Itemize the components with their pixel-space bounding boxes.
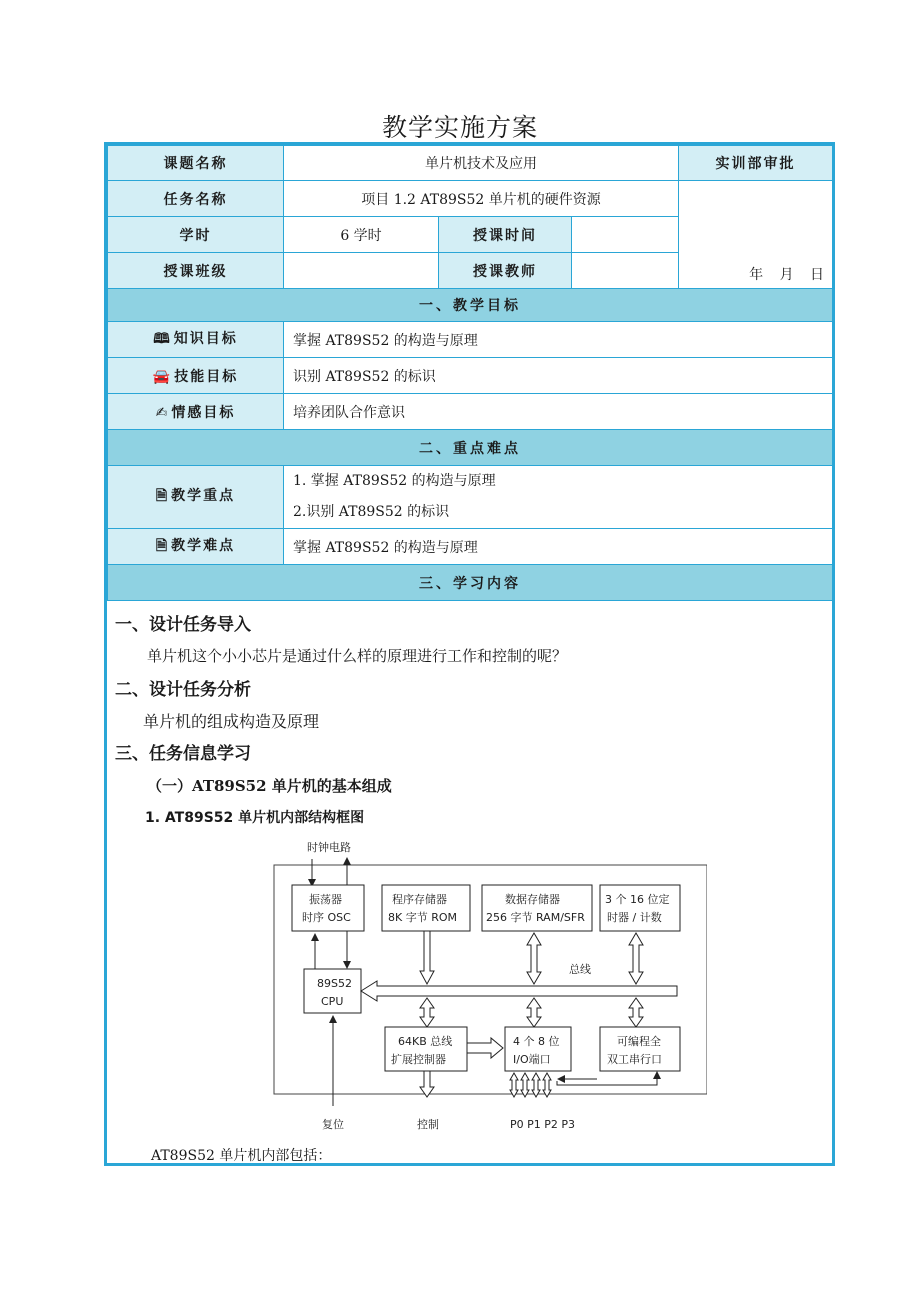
- class-value: [284, 253, 439, 289]
- difficulty-value: 掌握 AT89S52 的构造与原理: [284, 529, 833, 565]
- uart-label-1: 可编程全: [617, 1035, 661, 1048]
- ext-label-1: 64KB 总线: [398, 1035, 453, 1048]
- subheading-diagram: 1. AT89S52 单片机内部结构框图: [145, 810, 365, 826]
- clock-label: 时钟电路: [307, 841, 351, 854]
- cpu-label-1: 89S52: [317, 977, 352, 990]
- goal-skill-value: 识别 AT89S52 的标识: [284, 358, 833, 394]
- timer-label-2: 时器 / 计数: [607, 911, 662, 924]
- course-label: 课题名称: [108, 146, 284, 181]
- heading-intro: 一、设计任务导入: [115, 615, 251, 635]
- key-point-1: 1. 掌握 AT89S52 的构造与原理: [293, 473, 496, 489]
- pen-icon: ✍: [155, 404, 170, 421]
- footer-paragraph: AT89S52 单片机内部包括：: [151, 1148, 332, 1164]
- rom-label-1: 程序存储器: [392, 893, 447, 906]
- time-label: 授课时间: [439, 217, 572, 253]
- block-diagram: [267, 841, 707, 1141]
- subheading-composition: （一）AT89S52 单片机的基本组成: [147, 777, 392, 795]
- ram-block: [482, 885, 592, 931]
- task-label: 任务名称: [108, 181, 284, 217]
- io-label-1: 4 个 8 位: [513, 1035, 560, 1048]
- plan-frame: [104, 142, 835, 1166]
- control-label: 控制: [417, 1118, 439, 1131]
- ram-label-1: 数据存储器: [505, 893, 560, 906]
- section-content-title: 三、学习内容: [108, 565, 833, 601]
- approval-label: 实训部审批: [679, 146, 833, 181]
- goal-knowledge-value: 掌握 AT89S52 的构造与原理: [284, 322, 833, 358]
- osc-label-1: 振荡器: [309, 893, 342, 906]
- task-value: 项目 1.2 AT89S52 单片机的硬件资源: [284, 181, 679, 217]
- key-points-value: [284, 466, 833, 529]
- difficulty-label: 🗎 教学难点: [108, 529, 284, 565]
- rom-block: [382, 885, 470, 931]
- key-point-2: 2.识别 AT89S52 的标识: [293, 504, 450, 520]
- heading-analysis: 二、设计任务分析: [115, 680, 251, 700]
- class-label: 授课班级: [108, 253, 284, 289]
- osc-label-2: 时序 OSC: [302, 911, 351, 924]
- car-icon: 🚘: [152, 368, 173, 385]
- system-bus: [361, 981, 677, 1001]
- time-value: [572, 217, 679, 253]
- io-label-2: I/O端口: [513, 1053, 551, 1066]
- intro-paragraph: 单片机这个小小芯片是通过什么样的原理进行工作和控制的呢？: [147, 647, 568, 665]
- heading-info: 三、任务信息学习: [115, 744, 251, 764]
- ext-label-2: 扩展控制器: [391, 1053, 446, 1066]
- approval-date: 年 月 日: [679, 181, 833, 289]
- ports-label: P0 P1 P2 P3: [510, 1118, 576, 1131]
- timer-block: [600, 885, 680, 931]
- book-icon: 🕮: [153, 330, 172, 347]
- goal-emotion-value: 培养团队合作意识: [284, 394, 833, 430]
- key-points-label: 🗎 教学重点: [108, 466, 284, 529]
- timer-label-1: 3 个 16 位定: [605, 893, 670, 906]
- rom-label-2: 8K 字节 ROM: [388, 911, 457, 924]
- hours-label: 学时: [108, 217, 284, 253]
- uart-label-2: 双工串行口: [607, 1053, 662, 1066]
- document-title: 教学实施方案: [381, 113, 538, 142]
- cpu-label-2: CPU: [321, 995, 344, 1008]
- analysis-paragraph: 单片机的组成构造及原理: [143, 712, 320, 731]
- teacher-value: [572, 253, 679, 289]
- bus-label: 总线: [569, 963, 591, 976]
- goal-knowledge-label: 🕮 知识目标: [108, 322, 284, 358]
- document-icon: 🗎: [155, 537, 170, 554]
- osc-block: [292, 885, 364, 931]
- teacher-label: 授课教师: [439, 253, 572, 289]
- section-keypoints-title: 二、重点难点: [108, 430, 833, 466]
- goal-skill-label: 🚘 技能目标: [108, 358, 284, 394]
- reset-label: 复位: [322, 1118, 344, 1131]
- document-icon: 🗎: [155, 488, 170, 504]
- plan-table: [107, 145, 833, 601]
- ram-label-2: 256 字节 RAM/SFR: [486, 911, 585, 924]
- course-value: 单片机技术及应用: [284, 146, 679, 181]
- section-goals-title: 一、教学目标: [108, 289, 833, 322]
- hours-value: 6 学时: [284, 217, 439, 253]
- goal-emotion-label: ✍ 情感目标: [108, 394, 284, 430]
